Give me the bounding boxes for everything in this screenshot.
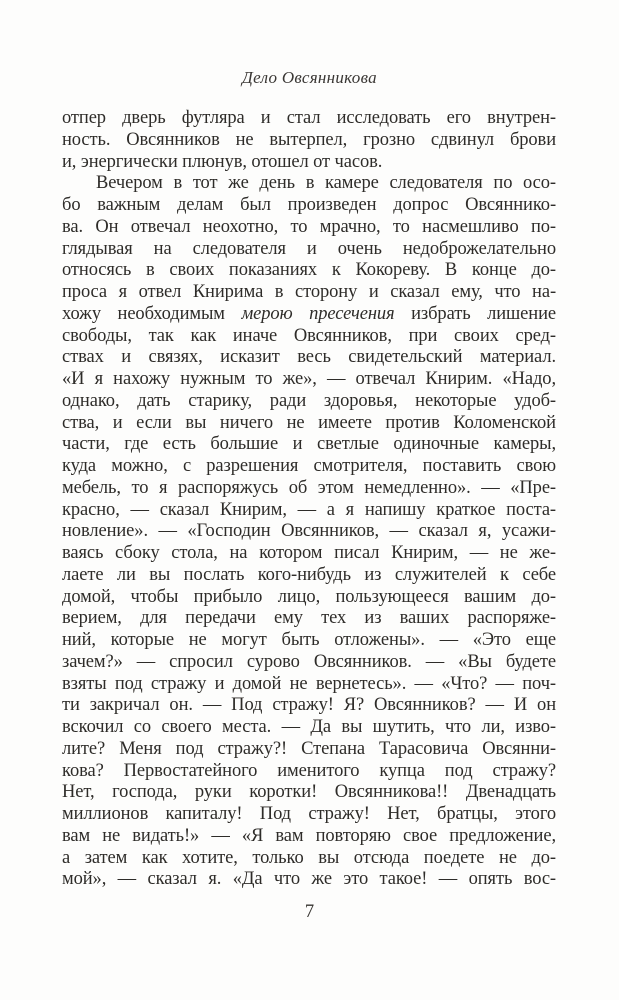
text-line bbox=[62, 478, 556, 500]
text-line bbox=[62, 239, 556, 261]
text-segment: домой, чтобы прибыло лицо, пользующееся вашим до- bbox=[62, 586, 556, 607]
text-segment: мебель, то я распоряжусь об этом немедленно». — «Пре- bbox=[62, 477, 556, 498]
text-segment: ва. Он отвечал неохотно, то мрачно, то насмешливо по- bbox=[62, 216, 556, 237]
text-segment: а затем как хотите, только вы отсюда поедете не до- bbox=[62, 847, 556, 868]
text-segment: вскочил со своего места. — Да вы шутить, что ли, изво- bbox=[62, 717, 556, 737]
text-segment: глядывая на следователя и очень недоброжелательно bbox=[62, 238, 556, 259]
text-line bbox=[62, 369, 556, 391]
text-segment: бо важным делам был произведен допрос Овсяннико- bbox=[62, 195, 556, 215]
text-segment: отпер дверь футляра и стал исследовать его внутрен- bbox=[62, 108, 556, 128]
text-line bbox=[62, 782, 556, 804]
text-segment: кова? Первостатейного именитого купца под стражу? bbox=[62, 760, 556, 781]
text-segment: однако, дать старику, ради здоровья, некоторые удоб- bbox=[62, 390, 556, 411]
text-segment: «И я нахожу нужным то же», — отвечал Книрим. «Надо, bbox=[62, 369, 556, 389]
text-line bbox=[62, 173, 556, 195]
text-segment: относясь в своих показаниях к Кокореву. В конце до- bbox=[62, 260, 556, 281]
text-segment: хожу необходимым bbox=[62, 303, 242, 324]
page-number: 7 bbox=[304, 902, 315, 922]
text-segment: Вечером в тот же день в камере следователя по осо- bbox=[96, 173, 556, 194]
text-segment: ствах и связях, исказит весь свидетельский материал. bbox=[62, 347, 556, 368]
text-line bbox=[62, 717, 556, 739]
text-line bbox=[62, 304, 556, 326]
text-line bbox=[62, 826, 556, 848]
text-segment: куда можно, с разрешения смотрителя, поставить свою bbox=[62, 456, 556, 476]
text-segment: ний, которые не могут быть отложены». — «Это еще bbox=[62, 630, 556, 650]
text-line bbox=[62, 521, 556, 543]
text-segment: ти закричал он. — Под стражу! Я? Овсянников? — И он bbox=[62, 695, 556, 716]
text-segment: лите? Меня под стражу?! Степана Тарасовича Овсянни- bbox=[62, 738, 556, 759]
text-segment: миллионов капиталу! Под стражу! Нет, братцы, этого bbox=[62, 804, 556, 824]
text-line bbox=[62, 326, 556, 348]
text-segment: вам не видать!» — «Я вам повторяю свое предложение, bbox=[62, 825, 556, 846]
text-line bbox=[62, 608, 556, 630]
text-line bbox=[62, 217, 556, 239]
text-line bbox=[62, 739, 556, 761]
text-segment: лаете ли вы послать кого-нибудь из служителей к себе bbox=[62, 564, 556, 585]
text-line bbox=[62, 413, 556, 435]
text-line bbox=[62, 456, 556, 478]
text-line bbox=[62, 869, 556, 891]
text-line bbox=[62, 565, 556, 587]
text-line bbox=[62, 695, 556, 717]
text-line bbox=[62, 500, 556, 522]
text-line bbox=[62, 195, 556, 217]
text-segment: свободы, так как иначе Овсянников, при своих сред- bbox=[62, 325, 556, 346]
text-segment: красно, — сказал Книрим, — а я напишу краткое поста- bbox=[62, 499, 556, 520]
text-line bbox=[62, 130, 556, 152]
text-line bbox=[62, 652, 556, 674]
text-line bbox=[62, 260, 556, 282]
text-segment: и, энергически плюнув, отошел от часов. bbox=[62, 151, 383, 172]
text-segment: ваясь сбоку стола, на котором писал Книрим, — не же- bbox=[62, 543, 556, 563]
text-line bbox=[62, 152, 556, 174]
text-line bbox=[62, 761, 556, 783]
text-segment: проса я отвел Книрима в сторону и сказал ему, что на- bbox=[62, 282, 556, 302]
text-segment: ства, и если вы ничего не имеете против Коломенской bbox=[62, 412, 556, 433]
text-line bbox=[62, 674, 556, 696]
text-line bbox=[62, 391, 556, 413]
text-line bbox=[62, 848, 556, 870]
text-segment: части, где есть большие и светлые одиночные камеры, bbox=[62, 434, 556, 455]
text-line bbox=[62, 587, 556, 609]
text-segment: мой», — сказал я. «Да что же это такое! — опять вос- bbox=[62, 869, 556, 890]
text-line bbox=[62, 543, 556, 565]
text-segment: верием, для передачи ему тех из ваших распоряже- bbox=[62, 608, 556, 629]
text-line bbox=[62, 630, 556, 652]
running-title: Дело Овсянникова bbox=[242, 68, 377, 87]
text-segment: избрать лишение bbox=[394, 303, 556, 324]
text-segment: зачем?» — спросил сурово Овсянников. — «Вы будете bbox=[62, 651, 556, 672]
emphasis-text: мерою пресечения bbox=[241, 303, 395, 324]
text-line bbox=[62, 108, 556, 130]
text-line bbox=[62, 804, 556, 826]
text-line bbox=[62, 434, 556, 456]
text-segment: ность. Овсянников не вытерпел, грозно сдвинул брови bbox=[62, 129, 556, 150]
text-segment: взяты под стражу и домой не вернетесь». — «Что? — поч- bbox=[62, 673, 556, 694]
text-segment: Нет, господа, руки коротки! Овсянникова!! Двенадцать bbox=[62, 782, 556, 803]
text-block bbox=[62, 108, 556, 891]
text-line bbox=[62, 347, 556, 369]
text-line bbox=[62, 282, 556, 304]
text-segment: новление». — «Господин Овсянников, — сказал я, усажи- bbox=[62, 521, 556, 542]
